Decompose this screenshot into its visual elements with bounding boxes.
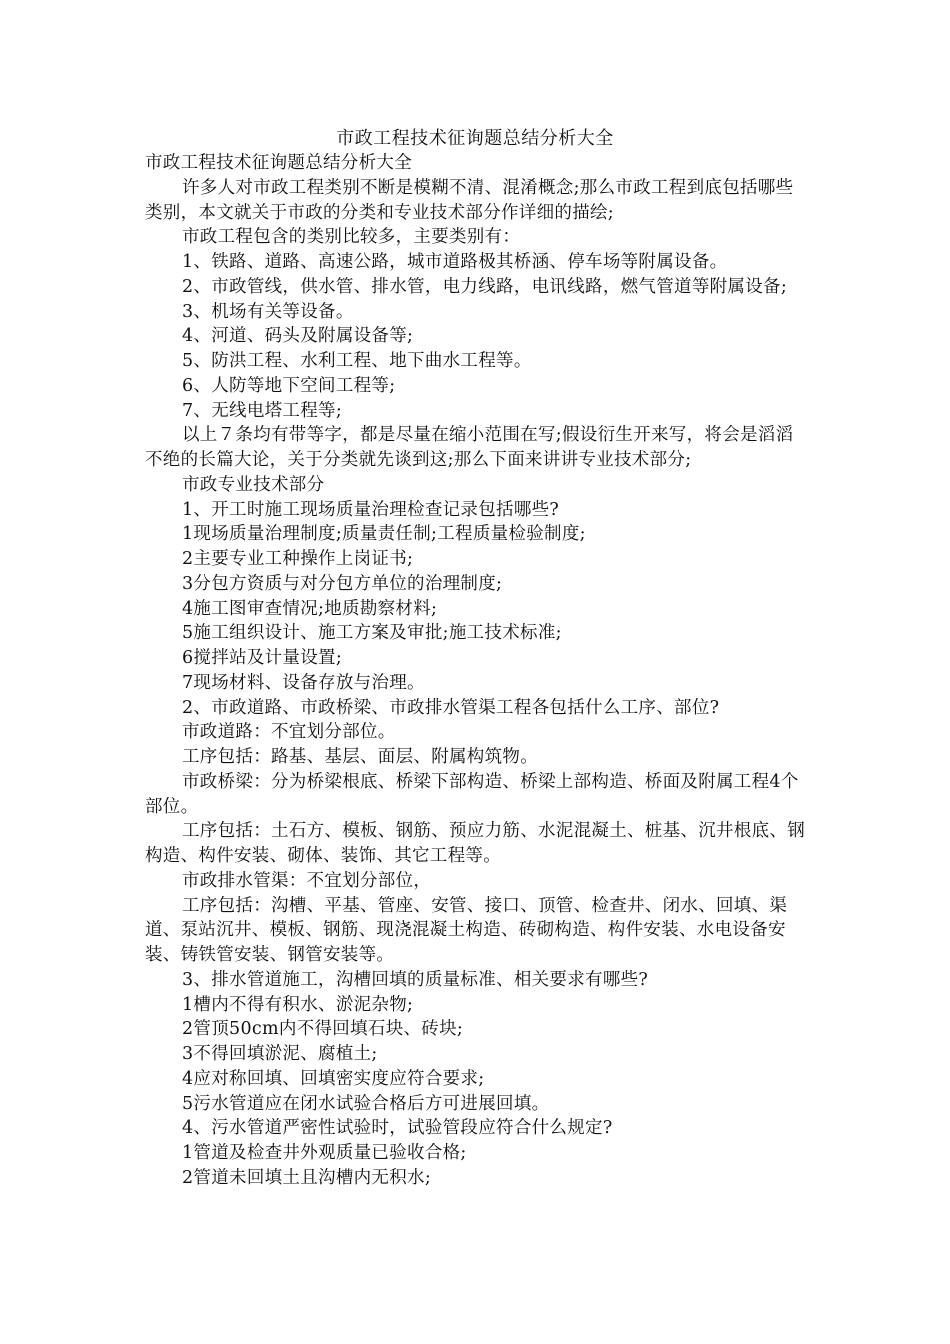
paragraph: 市政桥梁：分为桥梁根底、桥梁下部构造、桥梁上部构造、桥面及附属工程4个部位。 (145, 771, 799, 817)
list-item: 4、河道、码头及附属设备等; (182, 326, 414, 347)
paragraph: 工序包括：路基、基层、面层、附属构筑物。 (182, 747, 538, 767)
list-item: 6搅拌站及计量设置; (182, 648, 343, 668)
paragraph: 工序包括：土石方、模板、钢筋、预应力筋、水泥混凝土、桩基、沉井根底、钢构造、构件安装、砌体、装饰、其它工程等。 (145, 821, 805, 866)
paragraph: 市政排水管渠：不宜划分部位， (182, 870, 432, 891)
section-heading: 市政专业技术部分 (182, 474, 325, 495)
question: 2、市政道路、市政桥梁、市政排水管渠工程各包括什么工序、部位? (182, 697, 720, 718)
list-item: 2主要专业工种操作上岗证书; (182, 549, 414, 569)
paragraph: 市政道路：不宜划分部位。 (182, 722, 396, 743)
list-item: 4应对称回填、回填密实度应符合要求; (182, 1068, 485, 1089)
list-item: 2、市政管线，供水管、排水管，电力线路，电讯线路，燃气管道等附属设备; (182, 276, 788, 297)
document-body (145, 151, 810, 1191)
paragraph: 以上７条均有带等字，都是尽量在缩小范围在写;假设衍生开来写，将会是滔滔不绝的长篇大论，关于分类就先谈到这;那么下面来讲讲专业技术部分; (145, 425, 794, 470)
paragraph: 工序包括：沟槽、平基、管座、安管、接口、顶管、检查井、闭水、回填、渠道、泵站沉井、模板、钢筋、现浇混凝土构造、砖砌构造、构件安装、水电设备安装、铸铁管安装、钢管安装等。 (145, 895, 788, 965)
list-item: 2管顶50cm内不得回填石块、砖块; (182, 1019, 464, 1040)
list-item: 4施工图审查情况;地质勘察材料; (182, 598, 438, 619)
paragraph: 许多人对市政工程类别不断是模糊不清、混淆概念;那么市政工程到底包括哪些类别，本文就关于市政的分类和专业技术部分作详细的描绘; (145, 177, 794, 223)
list-item: 7、无线电塔工程等; (182, 400, 343, 421)
document-title: 市政工程技术征询题总结分析大全 (336, 128, 614, 149)
list-item: 5污水管道应在闭水试验合格后方可进展回填。 (182, 1093, 550, 1114)
list-item: 1管道及检查井外观质量已验收合格; (182, 1143, 467, 1163)
paragraph: 市政工程技术征询题总结分析大全 (145, 153, 412, 173)
question: 1、开工时施工现场质量治理检查记录包括哪些? (182, 499, 560, 520)
paragraph: 市政工程包含的类别比较多，主要类别有： (182, 227, 521, 248)
list-item: 5、防洪工程、水利工程、地下曲水工程等。 (182, 351, 532, 371)
list-item: 1现场质量治理制度;质量责任制;工程质量检验制度; (182, 524, 586, 545)
list-item: 1槽内不得有积水、淤泥杂物; (182, 994, 414, 1015)
list-item: 6、人防等地下空间工程等; (182, 375, 396, 396)
list-item: 2管道未回填土且沟槽内无积水; (182, 1167, 432, 1188)
question: 4、污水管道严密性试验时，试验管段应符合什么规定? (182, 1118, 613, 1139)
list-item: 7现场材料、设备存放与治理。 (182, 672, 425, 693)
list-item: 3、机场有关等设备。 (182, 301, 354, 322)
question: 3、排水管道施工，沟槽回填的质量标准、相关要求有哪些? (182, 969, 649, 990)
list-item: 5施工组织设计、施工方案及审批;施工技术标准; (182, 623, 562, 644)
list-item: 3不得回填淤泥、腐植土; (182, 1044, 378, 1064)
list-item: 3分包方资质与对分包方单位的治理制度; (182, 573, 503, 594)
list-item: 1、铁路、道路、高速公路，城市道路极其桥涵、停车场等附属设备。 (182, 252, 728, 272)
